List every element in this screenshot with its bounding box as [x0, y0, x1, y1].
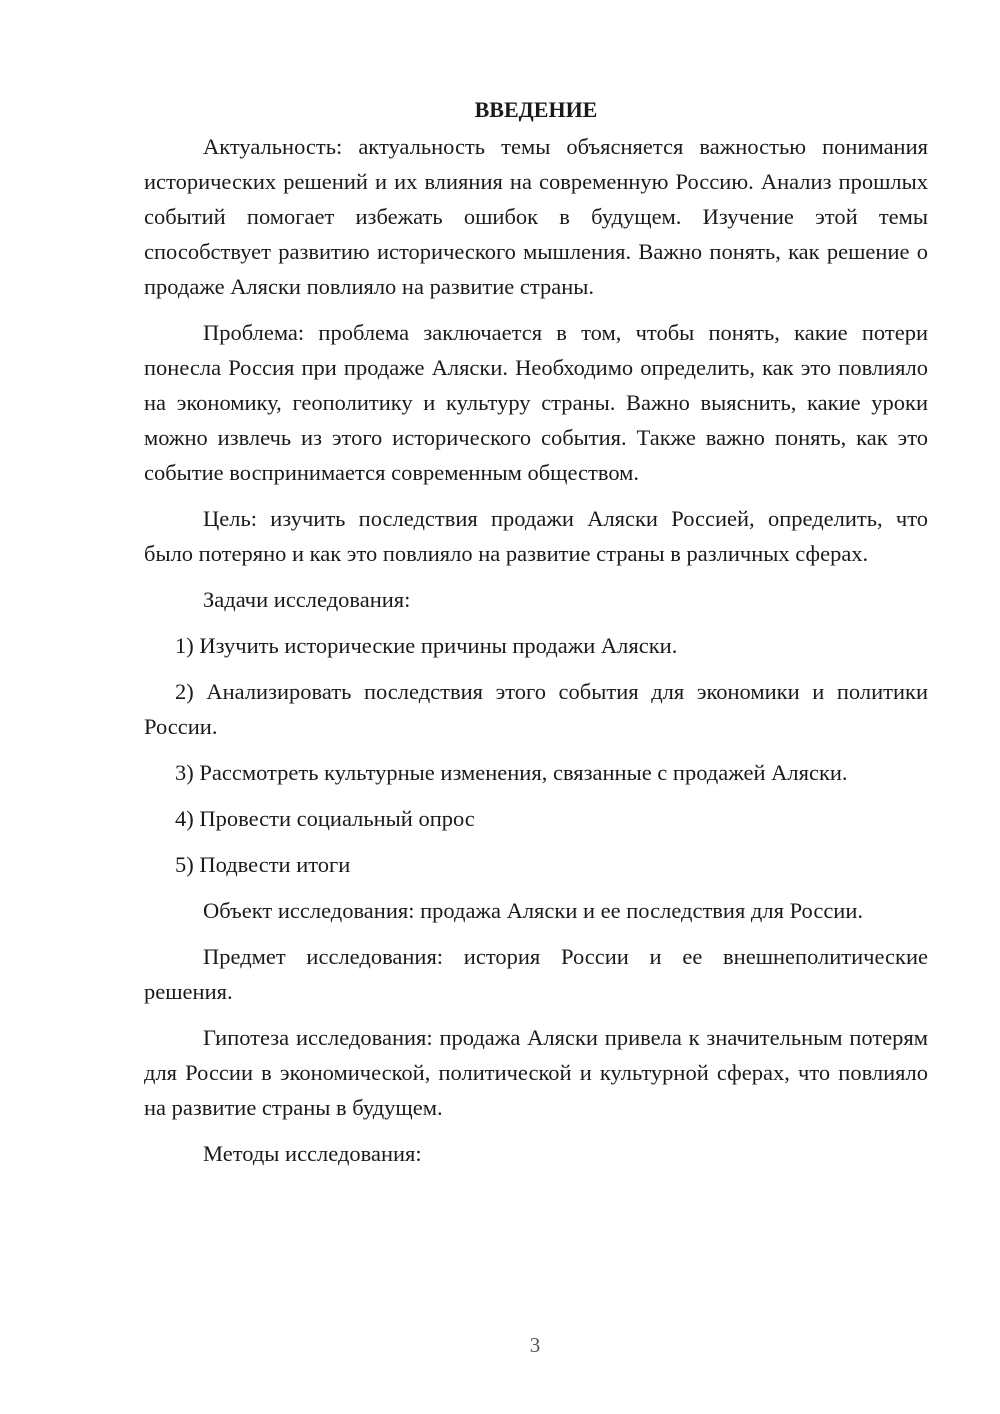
- paragraph-tasks-heading: Задачи исследования:: [203, 587, 411, 612]
- document-body: [144, 92, 928, 1171]
- page-number: 3: [529, 1333, 541, 1357]
- task-item-4: 4) Провести социальный опрос: [175, 806, 475, 831]
- task-item-1: 1) Изучить исторические причины продажи Аляски.: [175, 633, 678, 658]
- paragraph-object: Объект исследования: продажа Аляски и ее последствия для России.: [203, 898, 864, 923]
- section-heading: ВВЕДЕНИЕ: [474, 97, 598, 122]
- task-item-3: 3) Рассмотреть культурные изменения, связанные с продажей Аляски.: [175, 760, 848, 785]
- paragraph-subject: Предмет исследования: история России и ее внешнеполитические решения.: [144, 944, 928, 1004]
- paragraph-goal: Цель: изучить последствия продажи Аляски Россией, определить, что было потеряно и как это повлияло на развитие страны в различных сферах.: [144, 506, 928, 566]
- paragraph-relevance: Актуальность: актуальность темы объясняется важностью понимания исторических решений и их влияния на современную Россию. Анализ прошлых событий помогает избежать ошибок в будущем. Изучение этой темы способствует развитию исторического мышления. Важно понять, как решение о продаже Аляски повлияло на развитие страны.: [144, 134, 928, 299]
- task-item-5: 5) Подвести итоги: [175, 852, 351, 877]
- paragraph-hypothesis: Гипотеза исследования: продажа Аляски привела к значительным потерям для России в экономической, политической и культурной сферах, что повлияло на развитие страны в будущем.: [144, 1025, 928, 1120]
- paragraph-methods: Методы исследования:: [203, 1141, 422, 1166]
- task-item-2: 2) Анализировать последствия этого события для экономики и политики России.: [144, 679, 928, 739]
- paragraph-problem: Проблема: проблема заключается в том, чтобы понять, какие потери понесла Россия при продаже Аляски. Необходимо определить, как это повлияло на экономику, геополитику и культуру страны. Важно выяснить, какие уроки можно извлечь из этого исторического события. Также важно понять, как это событие воспринимается современным обществом.: [144, 320, 928, 485]
